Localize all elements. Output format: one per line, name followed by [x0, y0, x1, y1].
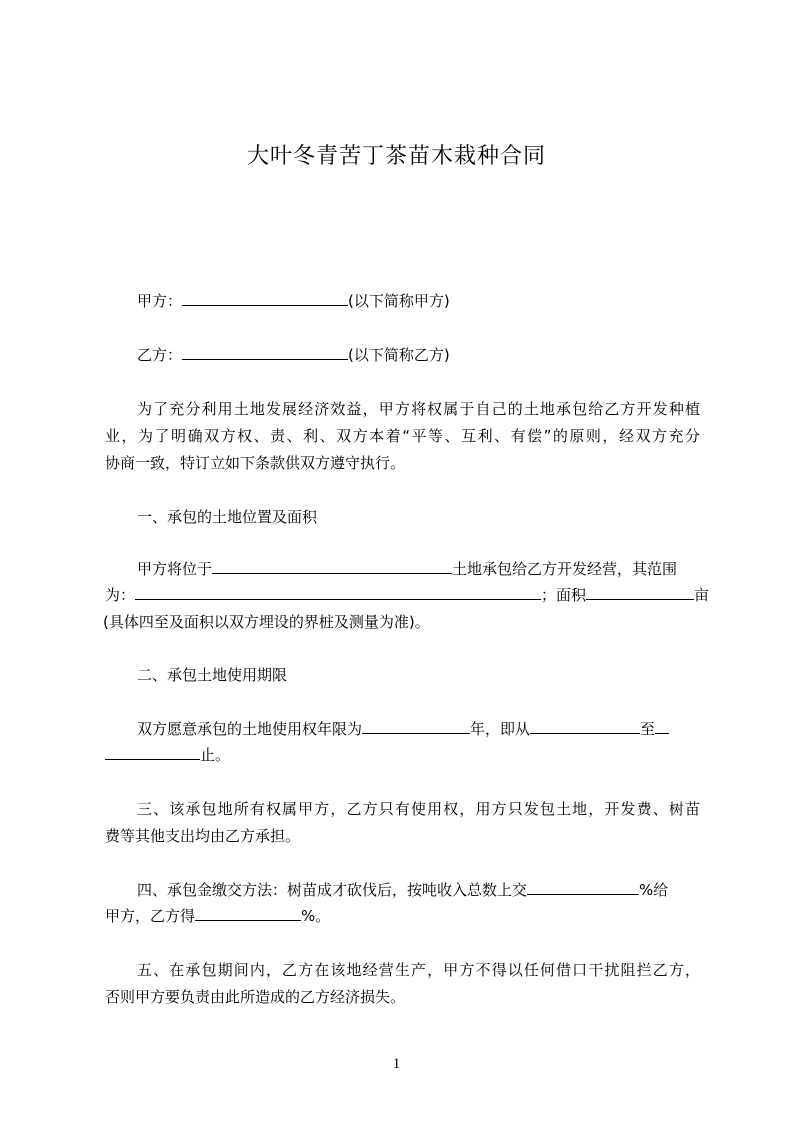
years-blank [362, 719, 470, 734]
section-2-text: 至 [640, 720, 656, 738]
section-2-text: 止。 [200, 746, 231, 764]
section-1-line-1 [137, 559, 677, 579]
scope-blank [135, 585, 541, 600]
section-2-line-2 [105, 745, 230, 765]
intro-line-1: 为了充分利用土地发展经济效益，甲方将权属于自己的土地承包给乙方开发种植 [137, 400, 700, 418]
section-4-text: 四、承包金缴交方法：树苗成才砍伐后，按吨收入总数上交 [137, 881, 528, 899]
section-1-text: 土地承包给乙方开发经营，其范围 [452, 560, 678, 578]
party-a-label: 甲方： [137, 292, 183, 310]
section-1-line-2 [105, 585, 709, 605]
section-3-line-1: 三、该承包地所有权属甲方，乙方只有使用权，用方只发包土地，开发费、树苗 [137, 800, 700, 818]
start-date-blank [530, 719, 640, 734]
section-1-text: ；面积 [541, 586, 587, 604]
page-number: 1 [392, 1056, 401, 1072]
party-b-label: 乙方： [137, 346, 183, 364]
section-1-line-3: (具体四至及面积以双方埋设的界桩及测量为准)。 [103, 613, 430, 631]
section-3-line-2: 费等其他支出均由乙方承担。 [105, 827, 301, 845]
section-4-text: %给 [639, 881, 669, 899]
party-b-blank [182, 345, 348, 360]
party-a-blank [182, 291, 348, 306]
section-2-line-1 [137, 719, 669, 739]
section-5-line-2: 否则甲方要负责由此所造成的乙方经济损失。 [105, 988, 406, 1006]
area-blank [586, 585, 694, 600]
section-1-text: 为： [105, 586, 136, 604]
end-date-blank-part [655, 719, 669, 734]
section-2-text: 双方愿意承包的土地使用权年限为 [137, 720, 363, 738]
section-4-line-1 [137, 880, 668, 900]
party-b-suffix: (以下简称乙方) [348, 346, 450, 364]
end-date-blank [105, 745, 200, 760]
percent-a-blank [527, 880, 639, 895]
intro-line-3: 协商一致，特订立如下条款供双方遵守执行。 [105, 454, 406, 472]
percent-b-blank [195, 906, 301, 921]
section-2-heading: 二、承包土地使用期限 [137, 666, 288, 684]
party-a-suffix: (以下简称甲方) [348, 292, 450, 310]
document-title: 大叶冬青苦丁茶苗木栽种合同 [246, 144, 546, 169]
location-blank [212, 559, 452, 574]
section-5-line-1: 五、在承包期间内，乙方在该地经营生产，甲方不得以任何借口干扰阻拦乙方， [137, 961, 700, 979]
party-a-line [137, 291, 450, 311]
section-1-text: 亩 [694, 586, 710, 604]
section-2-text: 年，即从 [470, 720, 531, 738]
section-4-line-2 [105, 906, 330, 926]
section-4-text: %。 [301, 907, 331, 925]
intro-line-2: 业，为了明确双方权、责、利、双方本着“平等、互利、有偿”的原则，经双方充分 [105, 427, 700, 445]
section-4-text: 甲方，乙方得 [105, 907, 196, 925]
section-1-heading: 一、承包的土地位置及面积 [137, 508, 318, 526]
section-1-text: 甲方将位于 [137, 560, 213, 578]
party-b-line [137, 345, 450, 365]
